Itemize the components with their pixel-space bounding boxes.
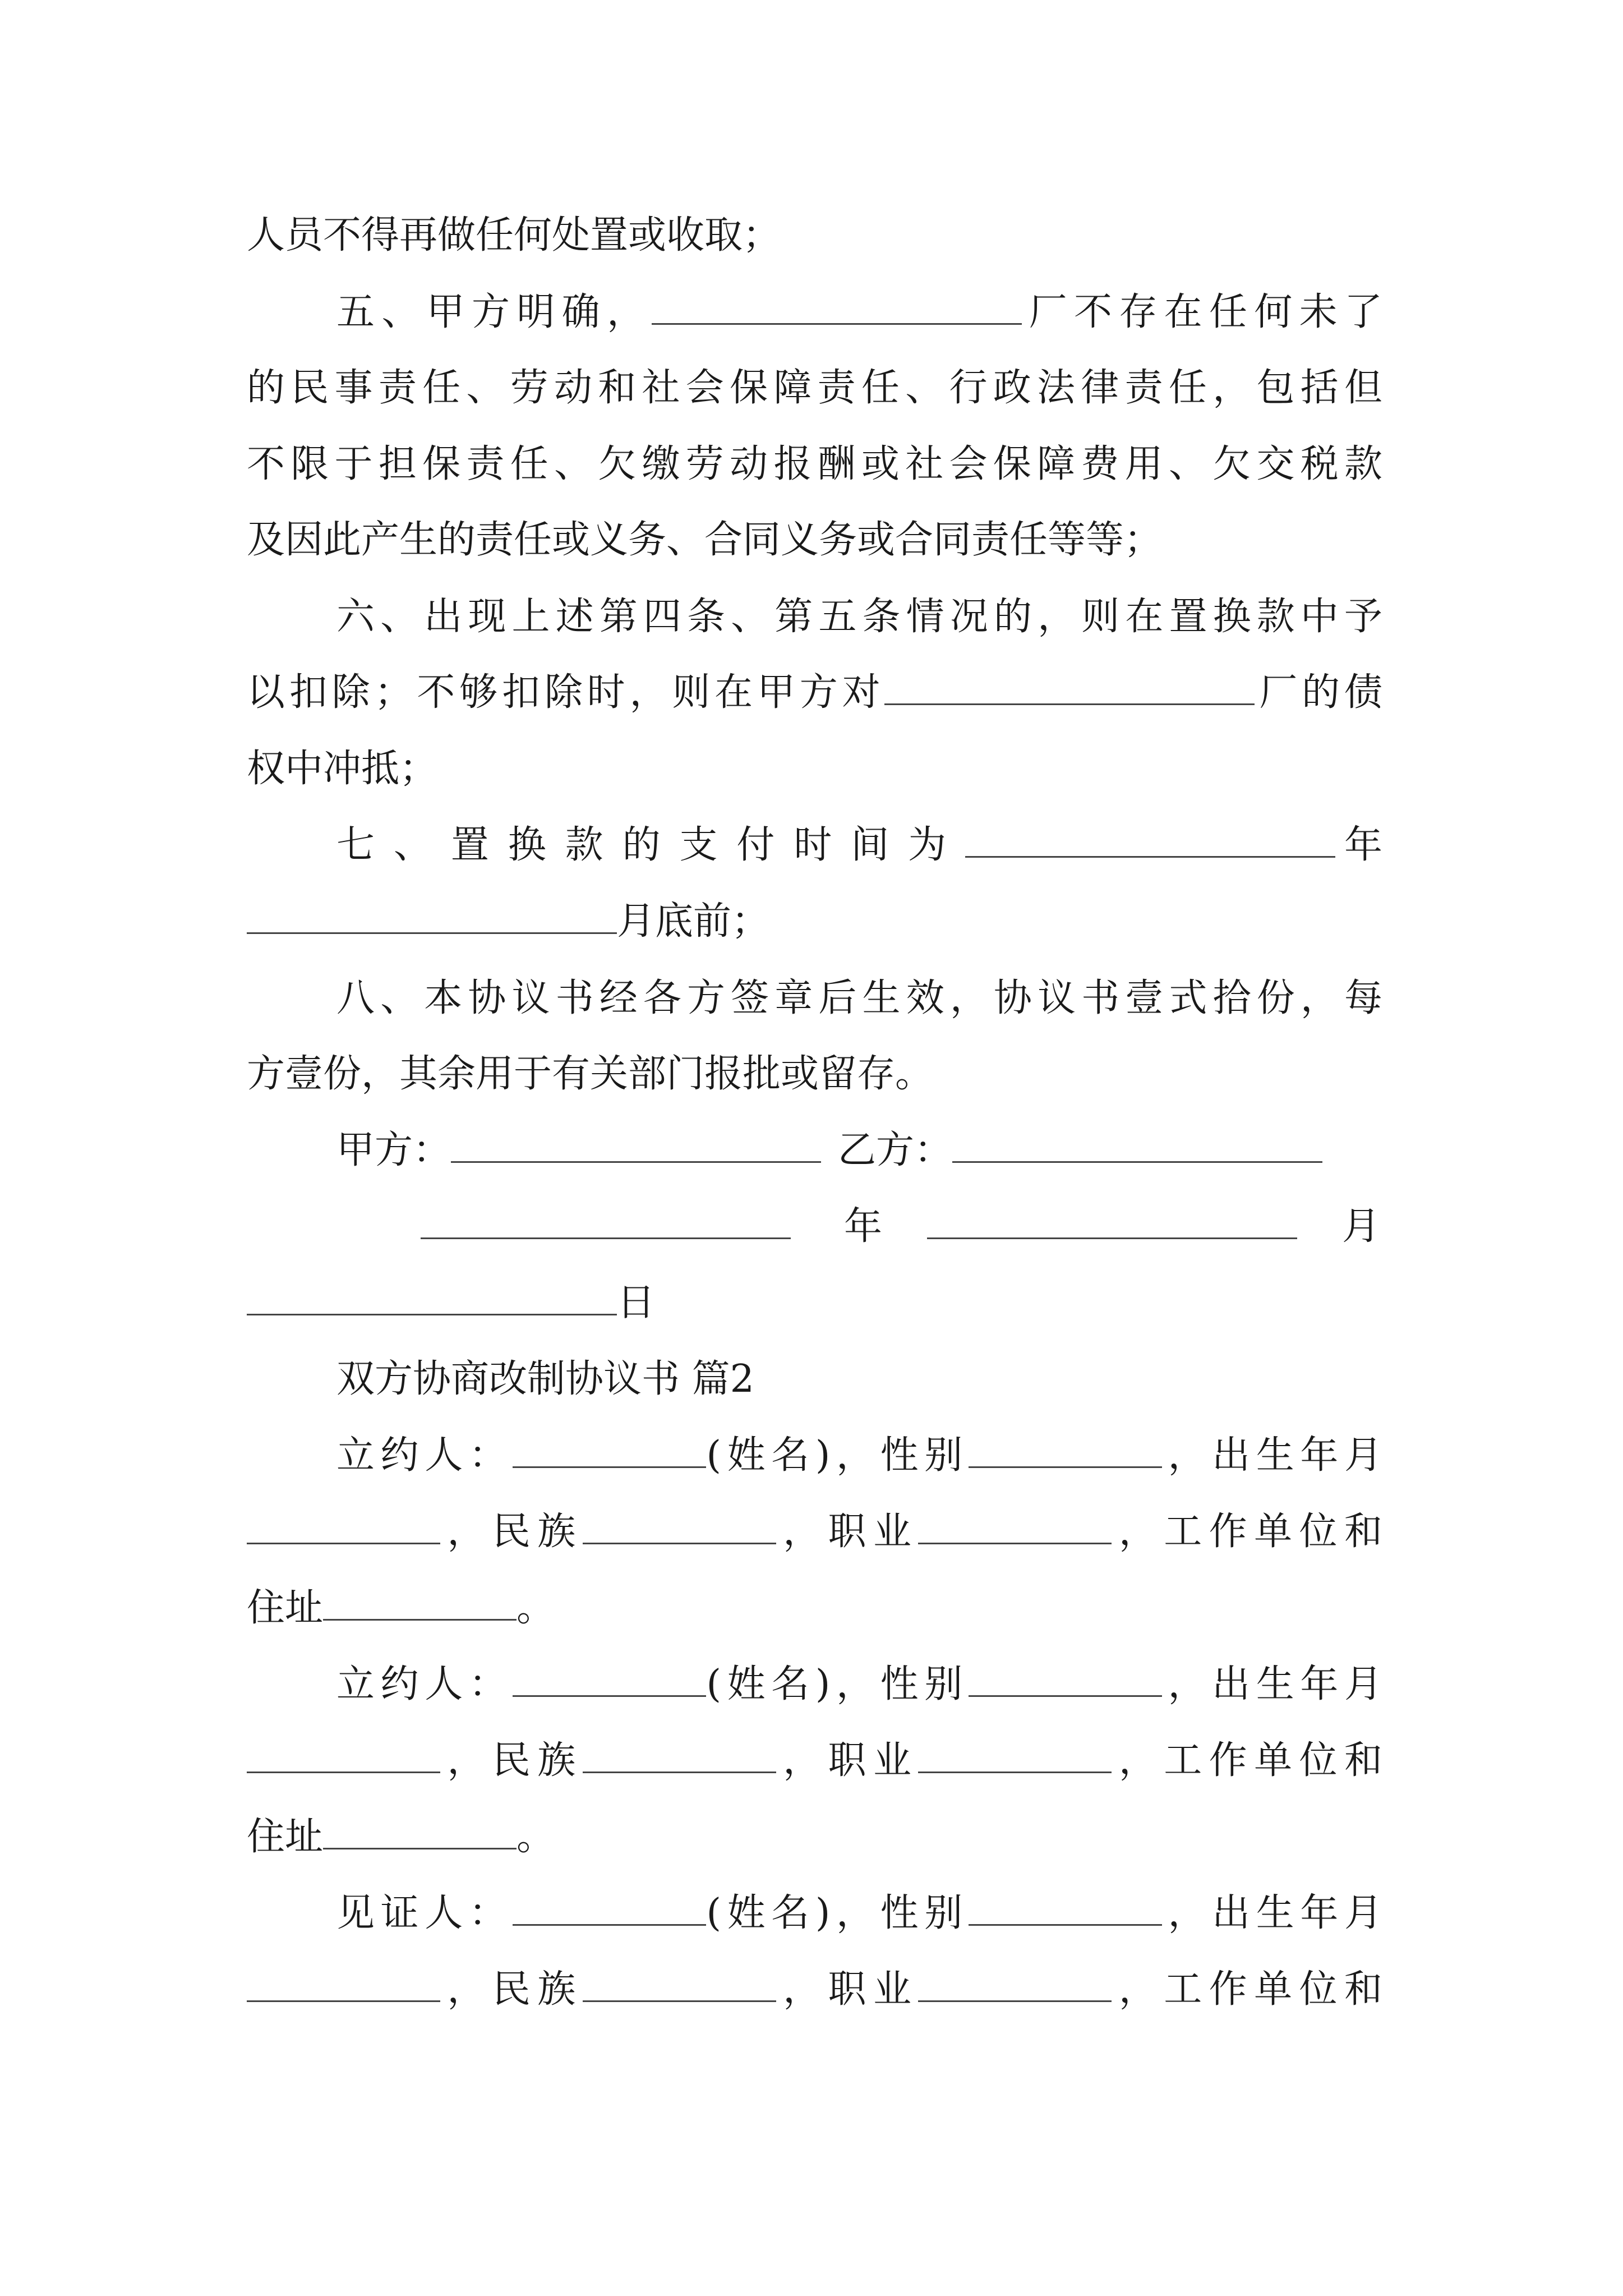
text: 方壹份，其余用于有关部门报批或留存。 xyxy=(247,1052,934,1096)
text: ，工作单位和 xyxy=(1112,1510,1382,1554)
name-blank[interactable] xyxy=(513,1432,706,1468)
signature-line xyxy=(336,1125,1322,1176)
text: 不限于担保责任、欠缴劳动报酬或社会保障费用、欠交税款 xyxy=(247,442,1382,486)
job-blank[interactable] xyxy=(918,1737,1112,1773)
text: 人员不得再做任何处置或收取； xyxy=(247,213,781,257)
text: (姓名)，性别 xyxy=(706,1433,969,1478)
party-b-signature-blank[interactable] xyxy=(952,1126,1322,1163)
witness-line-1 xyxy=(336,1888,1382,1939)
party-2-line-3 xyxy=(247,1812,555,1862)
party-1-line-2 xyxy=(247,1507,1382,1557)
text: ，出生年月 xyxy=(1161,1433,1382,1478)
year-label: 年 xyxy=(844,1204,883,1249)
text: 七、置换款的支付时间为 xyxy=(336,823,966,867)
clause-8-line-2 xyxy=(247,1049,933,1099)
clause-7-line-2 xyxy=(247,896,769,947)
month-label: 月 xyxy=(1342,1204,1381,1249)
clause-5-line-3 xyxy=(247,439,1382,490)
clause-5-line-2 xyxy=(247,363,1382,413)
party-1-line-1 xyxy=(336,1430,1382,1481)
text: 六、出现上述第四条、第五条情况的，则在置换款中予 xyxy=(336,595,1382,639)
text: 厂不存在任何未了 xyxy=(1022,290,1382,334)
clause-8-line-1 xyxy=(336,973,1382,1024)
party-a-signature-blank[interactable] xyxy=(451,1126,821,1163)
party-1-line-3 xyxy=(247,1583,555,1634)
text: ，职业 xyxy=(776,1510,919,1554)
text: 立约人： xyxy=(336,1662,513,1706)
text: (姓名)，性别 xyxy=(706,1891,969,1935)
party-2-line-2 xyxy=(247,1736,1382,1786)
text: 厂的债 xyxy=(1255,670,1382,715)
party-2-line-1 xyxy=(336,1659,1382,1710)
text: 立约人： xyxy=(336,1433,513,1478)
text: ，出生年月 xyxy=(1161,1891,1382,1935)
job-blank[interactable] xyxy=(918,1508,1112,1544)
text: ，职业 xyxy=(776,1967,919,2012)
text: ，民族 xyxy=(440,1510,583,1554)
party-a-label: 甲方： xyxy=(336,1128,451,1172)
day-blank[interactable] xyxy=(247,1279,617,1315)
date-day-line xyxy=(247,1278,655,1328)
section-heading xyxy=(336,1354,754,1405)
clause-6-line-1 xyxy=(336,592,1382,642)
date-line xyxy=(421,1202,1382,1252)
gender-blank[interactable] xyxy=(969,1660,1162,1697)
gender-blank[interactable] xyxy=(969,1432,1162,1468)
text: ，工作单位和 xyxy=(1112,1738,1382,1783)
text: ，民族 xyxy=(440,1967,583,2012)
text: ，出生年月 xyxy=(1161,1662,1382,1706)
witness-line-2 xyxy=(247,1964,1382,2015)
text: 住址 xyxy=(247,1586,324,1630)
text: 五、甲方明确， xyxy=(336,290,652,334)
heading-text: 双方协商改制协议书 篇2 xyxy=(336,1357,754,1401)
year-blank[interactable] xyxy=(421,1203,791,1239)
text: 八、本协议书经各方签章后生效，协议书壹式拾份，每 xyxy=(336,976,1382,1020)
day-label: 日 xyxy=(617,1281,656,1325)
text: 及因此产生的责任或义务、合同义务或合同责任等等； xyxy=(247,518,1163,562)
text: 。 xyxy=(517,1586,555,1630)
text: (姓名)，性别 xyxy=(706,1662,969,1706)
clause-6-line-3 xyxy=(247,744,437,794)
text: 权中冲抵； xyxy=(247,747,438,791)
birth-blank[interactable] xyxy=(247,1737,440,1773)
fill-blank[interactable] xyxy=(652,288,1022,325)
text: 以扣除；不够扣除时，则在甲方对 xyxy=(247,670,885,715)
clause-5-line-4 xyxy=(247,515,1162,565)
text: 住址 xyxy=(247,1815,324,1859)
ethnic-blank[interactable] xyxy=(583,1737,776,1773)
job-blank[interactable] xyxy=(918,1966,1112,2002)
birth-blank[interactable] xyxy=(247,1508,440,1544)
gender-blank[interactable] xyxy=(969,1889,1162,1926)
text: ，职业 xyxy=(776,1738,919,1783)
address-blank[interactable] xyxy=(323,1584,517,1621)
month-blank[interactable] xyxy=(927,1203,1297,1239)
clause-5-line-1 xyxy=(336,287,1382,338)
text: 见证人： xyxy=(336,1891,513,1935)
text: 年 xyxy=(1335,823,1382,867)
text: ，工作单位和 xyxy=(1112,1967,1382,2012)
text: 的民事责任、劳动和社会保障责任、行政法律责任，包括但 xyxy=(247,366,1382,410)
clause-7-line-1 xyxy=(336,820,1382,871)
fill-blank[interactable] xyxy=(247,898,617,934)
name-blank[interactable] xyxy=(513,1889,706,1926)
text: 月底前； xyxy=(617,899,770,944)
paragraph-line xyxy=(247,210,781,261)
text: 。 xyxy=(517,1815,555,1859)
ethnic-blank[interactable] xyxy=(583,1966,776,2002)
birth-blank[interactable] xyxy=(247,1966,440,2002)
text: ，民族 xyxy=(440,1738,583,1783)
party-b-label: 乙方： xyxy=(838,1128,953,1172)
fill-blank[interactable] xyxy=(884,669,1255,705)
ethnic-blank[interactable] xyxy=(583,1508,776,1544)
address-blank[interactable] xyxy=(323,1813,517,1849)
clause-6-line-2 xyxy=(247,668,1382,718)
name-blank[interactable] xyxy=(513,1660,706,1697)
fill-blank[interactable] xyxy=(965,821,1335,858)
